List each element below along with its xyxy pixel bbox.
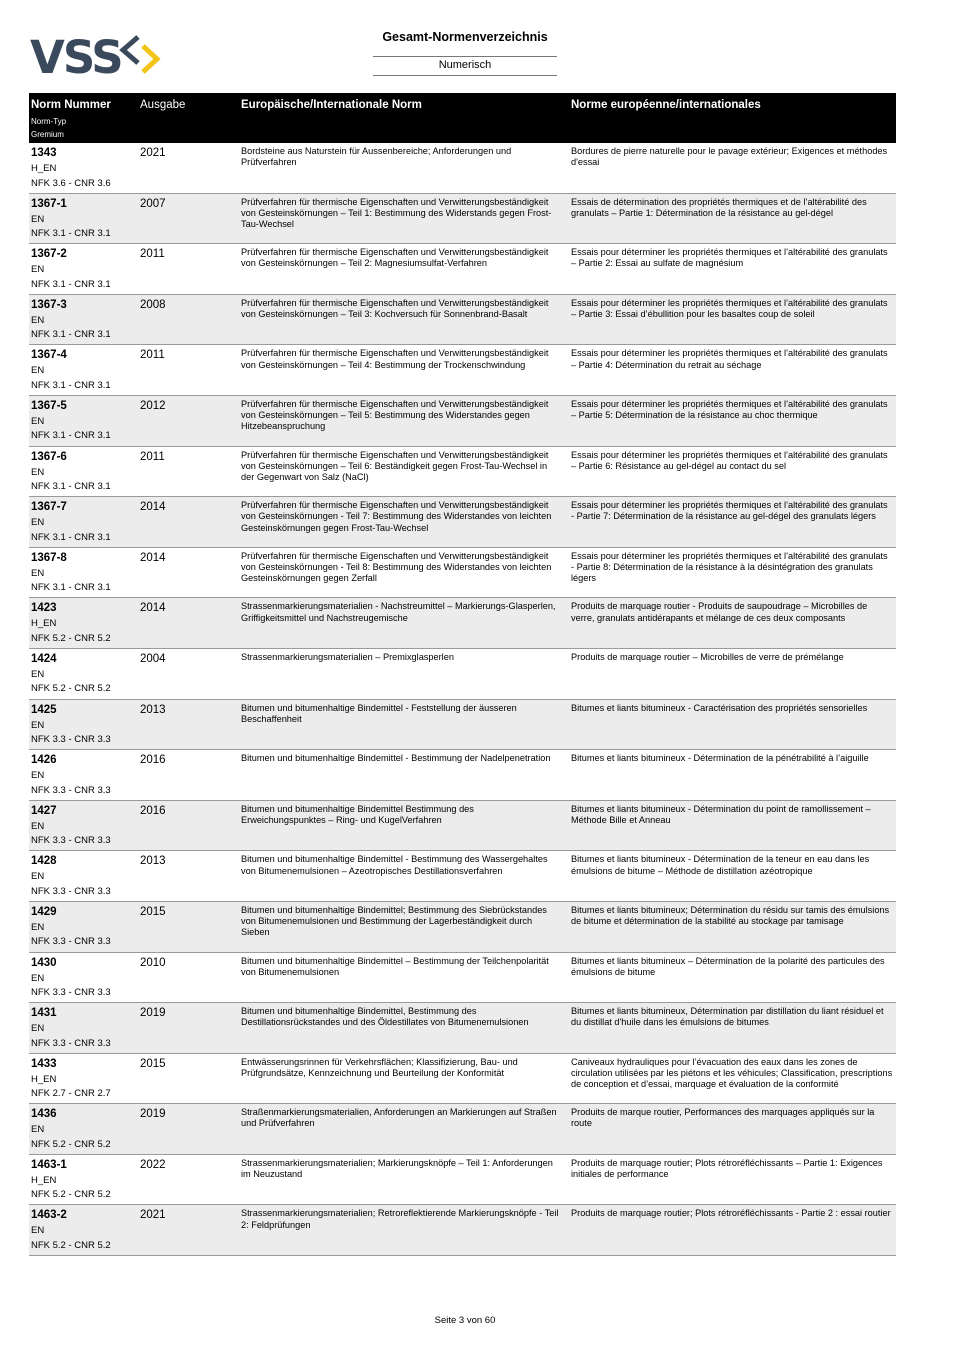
table-row: [29, 1104, 896, 1155]
norm-number: 1433: [31, 1057, 57, 1070]
norm-committee: NFK 3.1 - CNR 3.1: [31, 582, 111, 594]
norm-edition: 2011: [140, 248, 165, 261]
norm-edition: 2015: [140, 1057, 166, 1070]
norm-id-cell: [31, 1006, 136, 1050]
norm-number: 1424: [31, 652, 57, 665]
norm-title-de: Prüfverfahren für thermische Eigenschaften und Verwitterungsbeständigkeit von Gesteinskörnungen – Teil 6: Beständigkeit gegen Frost-Tau-Wechsel in der Gegenwart von Salz (NaCl): [241, 449, 549, 482]
norm-committee: NFK 5.2 - CNR 5.2: [31, 1138, 111, 1150]
norm-edition: 2010: [140, 956, 166, 969]
norm-title-fr: Essais pour déterminer les propriétés thermiques et l’altérabilité des granulats – Partie 4: Détermination du retrait au séchage: [571, 348, 888, 370]
header-fr-title: Norme européenne/internationales: [571, 99, 761, 111]
header-norm-type: Norm-Typ: [31, 117, 67, 126]
norm-title-de: Bitumen und bitumenhaltige Bindemittel; Bestimmung des Siebrückstandes von Bitumenemulsionen und Bestimmung der Lagerbeständigkeit durch Sieben: [241, 904, 547, 938]
norm-committee: NFK 3.1 - CNR 3.1: [31, 531, 111, 543]
norm-title-de: Prüfverfahren für thermische Eigenschaften und Verwitterungsbeständigkeit von Gesteinskörnungen – Teil 5: Bestimmung des Widerstandes gegen Hitzebeanspruchung: [241, 398, 549, 432]
norm-title-fr: Bitumes et liants bitumineux; Détermination du résidu sur tamis des émulsions de bitume et détermination de la stabilité au stockage par tamisage: [571, 904, 890, 927]
norm-committee: NFK 5.2 - CNR 5.2: [31, 683, 111, 695]
document-subtitle: Numerisch: [373, 56, 557, 76]
norm-committee: NFK 3.3 - CNR 3.3: [31, 835, 111, 847]
norm-title-de: Bitumen und bitumenhaltige Bindemittel - Bestimmung der Nadelpenetration: [241, 753, 551, 764]
norm-type: EN: [31, 567, 45, 579]
norm-title-fr: Essais de détermination des propriétés thermiques et de l’altérabilité des granulats – Partie 1: Détermination de la résistance au gel-dégel: [571, 196, 867, 218]
norm-title-de: Strassenmarkierungsmaterialien – Premixglasperlen: [241, 651, 454, 662]
norm-title-fr: Bitumes et liants bitumineux, Détermination par distillation du liant résiduel et du distillat d'huile dans les émulsions de bitumes: [571, 1006, 884, 1028]
norm-edition: 2019: [140, 1007, 166, 1020]
table-row: [29, 598, 896, 649]
norm-type: EN: [31, 517, 45, 529]
norm-edition: 2011: [140, 349, 165, 362]
norm-type: EN: [31, 1225, 45, 1237]
norm-number: 1367-3: [31, 298, 67, 311]
header-norm-number: Norm Nummer: [31, 99, 111, 111]
norm-id-cell: [31, 450, 136, 494]
norm-edition: 2015: [140, 905, 166, 918]
norm-type: EN: [31, 921, 45, 933]
norm-number: 1427: [31, 804, 57, 817]
norm-type: H_EN: [31, 163, 57, 174]
norm-number: 1430: [31, 956, 57, 969]
norm-id-cell: [31, 601, 136, 645]
norm-type: EN: [31, 972, 45, 984]
norm-committee: NFK 5.2 - CNR 5.2: [31, 632, 111, 644]
norm-type: EN: [31, 415, 45, 427]
norm-number: 1423: [31, 602, 57, 615]
norm-committee: NFK 2.7 - CNR 2.7: [31, 1088, 111, 1100]
norm-id-cell: [31, 399, 136, 443]
norm-id-cell: [31, 247, 136, 291]
norm-id-cell: [31, 551, 136, 595]
norm-type: EN: [31, 365, 45, 377]
norm-title-fr: Produits de marque routier, Performances des marquages appliqués sur la route: [571, 1107, 875, 1129]
norm-id-cell: [31, 804, 136, 848]
norm-committee: NFK 3.3 - CNR 3.3: [31, 987, 111, 998]
table-row: [29, 396, 896, 447]
norm-committee: NFK 3.1 - CNR 3.1: [31, 278, 111, 290]
norm-committee: NFK 3.1 - CNR 3.1: [31, 430, 111, 442]
norm-title-fr: Bitumes et liants bitumineux - Détermination de la teneur en eau dans les émulsions de bitume – Méthode de distillation azéotropique: [571, 854, 870, 876]
norm-type: EN: [31, 820, 45, 832]
norm-type: EN: [31, 264, 45, 276]
norm-number: 1463-1: [31, 1158, 67, 1171]
norm-title-de: Bitumen und bitumenhaltige Bindemittel, Bestimmung des Destillationsrückstandes und des Öldestillates von Bitumenemulsionen: [241, 1006, 529, 1028]
norm-committee: NFK 3.1 - CNR 3.1: [31, 228, 111, 240]
norm-edition: 2019: [140, 1108, 166, 1121]
table-row: [29, 244, 896, 295]
norm-number: 1431: [31, 1007, 57, 1020]
norm-type: H_EN: [31, 618, 57, 630]
norm-type: EN: [31, 770, 45, 782]
norm-title-de: Prüfverfahren für thermische Eigenschaften und Verwitterungsbeständigkeit von Gesteinskörnungen - Teil 7: Bestimmung des Widerstandes von leichten Gesteinskörnungen gegen Frost-Tau-Wechsel: [241, 500, 552, 533]
table-row: [29, 953, 896, 1004]
table-row: [29, 548, 896, 599]
svg-text:VSS: VSS: [30, 31, 122, 80]
table-row: [29, 194, 896, 245]
norm-title-de: Strassenmarkierungsmaterialien; Markierungsknöpfe – Teil 1: Anforderungen im Neuzustand: [241, 1157, 553, 1180]
norm-number: 1367-1: [31, 197, 67, 210]
page-number: Seite 3 von 60: [434, 1315, 496, 1326]
norm-committee: NFK 3.3 - CNR 3.3: [31, 784, 111, 796]
norm-title-de: Bitumen und bitumenhaltige Bindemittel - Feststellung der äusseren Beschaffenheit: [241, 702, 517, 724]
norm-id-cell: [31, 197, 136, 241]
header-de-title: Europäische/Internationale Norm: [241, 99, 422, 111]
norm-edition: 2016: [140, 804, 166, 817]
norm-type: EN: [31, 314, 45, 326]
norm-title-de: Prüfverfahren für thermische Eigenschaften und Verwitterungsbeständigkeit von Gesteinskörnungen – Teil 2: Magnesiumsulfat-Verfahren: [241, 247, 549, 269]
norm-type: H_EN: [31, 1174, 57, 1186]
table-row: [29, 1054, 896, 1105]
norm-edition: 2007: [140, 197, 166, 210]
table-body: [29, 143, 896, 1256]
norm-number: 1428: [31, 855, 57, 868]
norm-number: 1367-8: [31, 551, 67, 564]
table-row: [29, 700, 896, 751]
norm-edition: 2012: [140, 399, 166, 412]
table-row: [29, 345, 896, 396]
norm-title-fr: Bordures de pierre naturelle pour le pavage extérieur; Exigences et méthodes d'essai: [571, 146, 888, 168]
norm-committee: NFK 3.6 - CNR 3.6: [31, 177, 111, 189]
norm-type: EN: [31, 719, 45, 731]
norm-title-de: Strassenmarkierungsmaterialien - Nachstreumittel – Markierungs-Glasperlen, Griffigkeitsmittel und Nachstreugemische: [241, 601, 556, 623]
norm-edition: 2014: [140, 501, 166, 514]
norm-id-cell: [31, 1158, 136, 1202]
norm-committee: NFK 3.3 - CNR 3.3: [31, 1037, 111, 1049]
table-row: [29, 801, 896, 852]
norm-type: H_EN: [31, 1073, 57, 1085]
norm-title-fr: Produits de marquage routier; Plots rétroréfléchissants – Partie 1: Exigences initiales de performance: [571, 1157, 883, 1180]
norm-id-cell: [31, 298, 136, 342]
norm-title-fr: Bitumes et liants bitumineux - Détermination du point de ramollissement – Méthode Bille et Anneau: [571, 803, 871, 825]
norm-id-cell: [31, 1107, 136, 1151]
norm-committee: NFK 3.3 - CNR 3.3: [31, 885, 111, 897]
norm-number: 1367-2: [31, 248, 67, 261]
header-committee: Gremium: [31, 130, 64, 139]
norm-title-fr: Produits de marquage routier - Produits de saupoudrage – Microbilles de verre, granulats antidérapants et mélange de ces deux composants: [571, 601, 868, 623]
norm-type: EN: [31, 213, 45, 225]
norm-number: 1343: [31, 147, 57, 159]
norm-id-cell: [31, 652, 136, 696]
norm-edition: 2004: [140, 652, 166, 665]
norm-title-de: Bitumen und bitumenhaltige Bindemittel - Bestimmung des Wassergehaltes von Bitumenemulsionen – Azeotropisches Destillationsverfahren: [241, 854, 548, 876]
norm-title-de: Prüfverfahren für thermische Eigenschaften und Verwitterungsbeständigkeit von Gesteinskörnungen – Teil 1: Bestimmung des Widerstands gegen Frost-Tau-Wechsel: [241, 196, 552, 229]
norm-id-cell: [31, 1208, 136, 1252]
norm-type: EN: [31, 668, 45, 680]
norm-edition: 2013: [140, 703, 166, 716]
table-row: [29, 447, 896, 498]
norm-number: 1426: [31, 754, 57, 767]
norm-committee: NFK 3.1 - CNR 3.1: [31, 379, 111, 391]
norm-number: 1367-7: [31, 501, 67, 514]
norm-title-fr: Essais pour déterminer les propriétés thermiques et l’altérabilité des granulats – Partie 5: Détermination de la résistance au choc thermique: [571, 398, 888, 421]
norm-id-cell: [31, 703, 136, 747]
norm-id-cell: [31, 753, 136, 797]
norm-title-fr: Bitumes et liants bitumineux - Détermination de la pénétrabilité à l’aiguille: [571, 753, 869, 764]
norms-table: [29, 93, 896, 1256]
norm-edition: 2011: [140, 450, 165, 463]
norm-edition: 2013: [140, 855, 166, 868]
table-row: [29, 851, 896, 902]
document-title: Gesamt-Normenverzeichnis: [382, 30, 548, 44]
norm-title-de: Prüfverfahren für thermische Eigenschaften und Verwitterungsbeständigkeit von Gesteinskörnungen - Teil 8: Bestimmung des Widerstandes von leichten Gesteinskörnungen gegen Zerfall: [241, 550, 552, 584]
norm-id-cell: [31, 854, 136, 898]
norm-title-fr: Essais pour déterminer les propriétés thermiques et l’altérabilité des granulats - Partie 7: Détermination de la résistance au gel-dégel des granulats légers: [571, 500, 888, 522]
norm-id-cell: [31, 1057, 136, 1101]
norm-title-de: Bitumen und bitumenhaltige Bindemittel Bestimmung des Erweichungspunktes – Ring- und KugelVerfahren: [241, 803, 474, 825]
table-row: [29, 1155, 896, 1206]
norm-edition: 2022: [140, 1158, 166, 1171]
norm-title-fr: Essais pour déterminer les propriétés thermiques et l’altérabilité des granulats – Partie 2: Essai au sulfate de magnésium: [571, 247, 888, 269]
norm-title-de: Bitumen und bitumenhaltige Bindemittel – Bestimmung der Teilchenpolarität von Bitumenemulsionen: [241, 955, 549, 977]
norm-title-fr: Bitumes et liants bitumineux – Détermination de la polarité des particules des émulsions de bitume: [571, 955, 885, 977]
table-row: [29, 143, 896, 194]
norm-edition: 2016: [140, 754, 166, 767]
table-row: [29, 295, 896, 346]
norm-edition: 2021: [140, 147, 166, 159]
norm-id-cell: [31, 500, 136, 544]
norm-title-fr: Essais pour déterminer les propriétés thermiques et l’altérabilité des granulats – Partie 3: Essai d’ébullition pour les basaltes coup de soleil: [571, 297, 888, 319]
norm-edition: 2021: [140, 1209, 166, 1222]
norm-edition: 2014: [140, 602, 166, 615]
norm-title-de: Straßenmarkierungsmaterialien, Anforderungen an Markierungen auf Straßen und Prüfverfahren: [241, 1107, 557, 1129]
norm-committee: NFK 3.3 - CNR 3.3: [31, 936, 111, 948]
norm-committee: NFK 3.1 - CNR 3.1: [31, 481, 111, 493]
norm-title-fr: Essais pour déterminer les propriétés thermiques et l’altérabilité des granulats - Partie 8: Détermination de la résistance à la désintégration des granulats légers: [571, 550, 888, 584]
norm-committee: NFK 5.2 - CNR 5.2: [31, 1189, 111, 1201]
table-row: [29, 1003, 896, 1054]
norm-type: EN: [31, 466, 45, 478]
table-header: [29, 93, 896, 143]
norm-edition: 2014: [140, 551, 166, 564]
norm-number: 1436: [31, 1108, 57, 1121]
norm-title-fr: Bitumes et liants bitumineux - Caractérisation des propriétés sensorielles: [571, 702, 868, 713]
norm-type: EN: [31, 871, 45, 883]
norm-number: 1367-5: [31, 399, 67, 412]
vss-logo: [30, 30, 165, 80]
norm-title-de: Strassenmarkierungsmaterialien; Retroreflektierende Markierungsknöpfe - Teil 2: Feldprüfungen: [241, 1208, 559, 1230]
norm-committee: NFK 5.2 - CNR 5.2: [31, 1239, 111, 1251]
norm-title-fr: Produits de marquage routier – Microbilles de verre de prémélange: [571, 651, 844, 662]
norm-number: 1429: [31, 905, 57, 918]
norm-type: EN: [31, 1023, 45, 1035]
norm-committee: NFK 3.1 - CNR 3.1: [31, 329, 111, 341]
table-row: [29, 649, 896, 700]
table-row: [29, 497, 896, 548]
norm-title-de: Prüfverfahren für thermische Eigenschaften und Verwitterungsbeständigkeit von Gesteinskörnungen – Teil 3: Kochversuch für Sonnenbrand-Basalt: [241, 297, 549, 319]
header-edition: Ausgabe: [140, 99, 186, 111]
norm-number: 1425: [31, 703, 57, 716]
norm-id-cell: [31, 956, 136, 1000]
table-row: [29, 750, 896, 801]
table-row: [29, 1205, 896, 1256]
norm-type: EN: [31, 1124, 45, 1136]
norm-title-fr: Produits de marquage routier; Plots rétroréfléchissants - Partie 2 : essai routier: [571, 1208, 891, 1219]
norm-title-de: Prüfverfahren für thermische Eigenschaften und Verwitterungsbeständigkeit von Gesteinskörnungen – Teil 4: Bestimmung der Trockenschwindung: [241, 348, 549, 370]
norm-id-cell: [31, 348, 136, 392]
norm-number: 1367-6: [31, 450, 67, 463]
norm-number: 1463-2: [31, 1209, 67, 1222]
norm-number: 1367-4: [31, 349, 67, 362]
norm-title-fr: Essais pour déterminer les propriétés thermiques et l’altérabilité des granulats – Partie 6: Résistance au gel-dégel au contact du sel: [571, 449, 888, 471]
norm-title-fr: Caniveaux hydrauliques pour l’évacuation des eaux dans les zones de circulation utilisées par les piétons et les véhicules; Classification, prescriptions de conception et d’essai, marquage et évaluation de la conformité: [571, 1056, 893, 1090]
table-row: [29, 902, 896, 953]
norm-committee: NFK 3.3 - CNR 3.3: [31, 734, 111, 746]
norm-id-cell: [31, 905, 136, 949]
norm-id-cell: [31, 146, 136, 190]
norm-title-de: Entwässerungsrinnen für Verkehrsflächen; Klassifizierung, Bau- und Prüfgrundsätze, Kennzeichnung und Beurteilung der Konformität: [241, 1056, 518, 1078]
norm-edition: 2008: [140, 298, 166, 311]
norm-title-de: Bordsteine aus Naturstein für Aussenbereiche; Anforderungen und Prüfverfahren: [241, 146, 512, 168]
